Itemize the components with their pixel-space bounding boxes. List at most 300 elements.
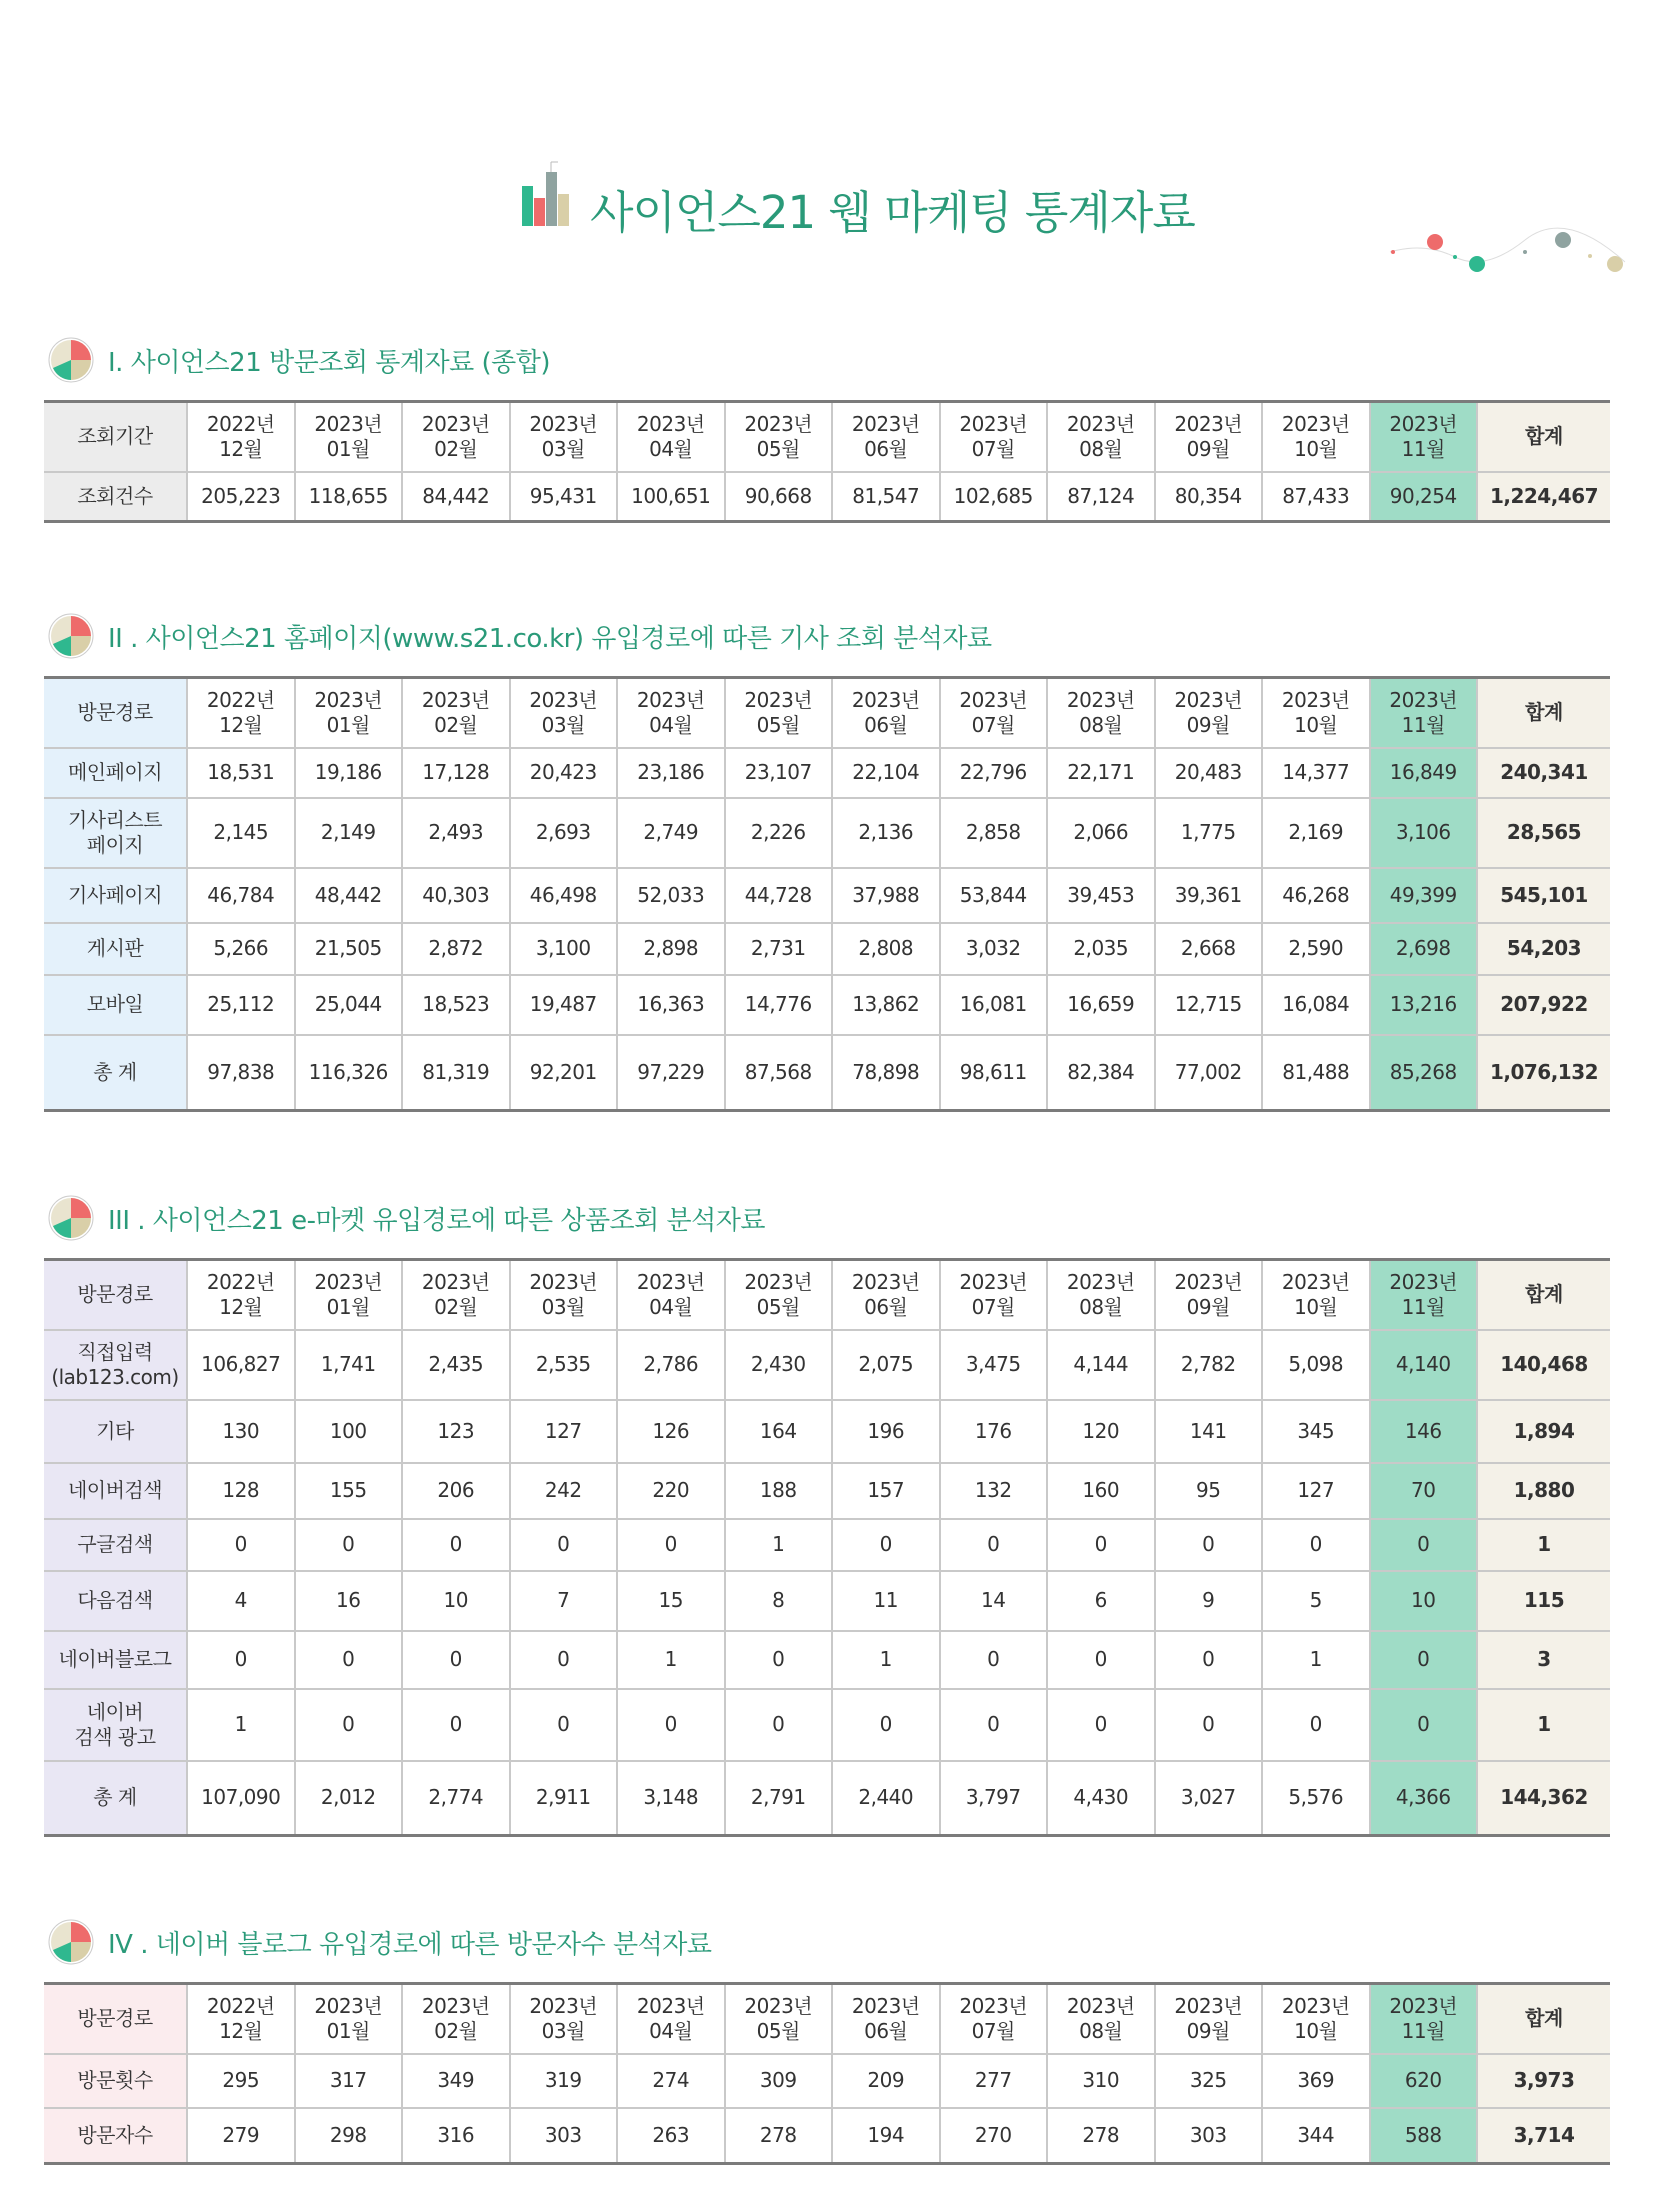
row-total: 144,362 <box>1477 1761 1610 1836</box>
table-cell: 2,226 <box>725 798 833 868</box>
table-cell: 16,659 <box>1047 975 1155 1035</box>
month-header-month: 09월 <box>1186 2018 1230 2043</box>
table-cell: 100,651 <box>617 472 725 522</box>
month-header-month: 12월 <box>219 2018 263 2043</box>
row-label: 게시판 <box>44 923 187 975</box>
row-total: 1,224,467 <box>1477 472 1610 522</box>
table-cell: 2,786 <box>617 1330 725 1400</box>
table-cell: 0 <box>402 1519 510 1571</box>
table-cell: 23,107 <box>725 748 833 798</box>
month-header-year: 2023년 <box>851 1993 920 2018</box>
row-total: 1 <box>1477 1519 1610 1571</box>
timeline-decoration-icon <box>1385 212 1630 282</box>
month-header <box>617 402 725 472</box>
month-header-month: 03월 <box>541 436 585 461</box>
table-cell: 298 <box>295 2108 403 2164</box>
table-cell: 316 <box>402 2108 510 2164</box>
table-cell: 325 <box>1155 2054 1263 2108</box>
table-cell: 2,066 <box>1047 798 1155 868</box>
table-cell: 141 <box>1155 1400 1263 1463</box>
table-cell: 14 <box>940 1571 1048 1631</box>
total-header: 합계 <box>1477 1260 1610 1330</box>
month-header-month: 08월 <box>1079 2018 1123 2043</box>
table-cell: 132 <box>940 1463 1048 1519</box>
table-cell: 2,149 <box>295 798 403 868</box>
table-cell: 176 <box>940 1400 1048 1463</box>
table-cell: 164 <box>725 1400 833 1463</box>
table-cell: 0 <box>295 1689 403 1761</box>
row-label: 네이버블로그 <box>44 1631 187 1689</box>
table-cell: 90,668 <box>725 472 833 522</box>
table-cell: 303 <box>1155 2108 1263 2164</box>
month-header-month: 04월 <box>649 2018 693 2043</box>
month-header <box>617 1984 725 2054</box>
table-cell: 0 <box>295 1519 403 1571</box>
table-cell: 220 <box>617 1463 725 1519</box>
table-cell: 20,483 <box>1155 748 1263 798</box>
table-cell: 3,475 <box>940 1330 1048 1400</box>
month-header-month: 10월 <box>1294 712 1338 737</box>
table-cell: 4,144 <box>1047 1330 1155 1400</box>
month-header-month: 06월 <box>864 1294 908 1319</box>
table-cell: 4 <box>187 1571 295 1631</box>
table-cell: 0 <box>1262 1689 1370 1761</box>
table-cell: 46,498 <box>510 868 618 923</box>
month-header-year: 2023년 <box>314 1993 383 2018</box>
table-row <box>44 748 1610 798</box>
table-cell: 0 <box>295 1631 403 1689</box>
table-cell: 39,361 <box>1155 868 1263 923</box>
month-header-month: 12월 <box>219 436 263 461</box>
table-cell: 23,186 <box>617 748 725 798</box>
month-header-month: 08월 <box>1079 1294 1123 1319</box>
table-cell: 620 <box>1370 2054 1478 2108</box>
table-cell: 5,576 <box>1262 1761 1370 1836</box>
month-header-month: 05월 <box>756 436 800 461</box>
row-label: 조회건수 <box>44 472 187 522</box>
table-cell: 3,106 <box>1370 798 1478 868</box>
table-cell: 8 <box>725 1571 833 1631</box>
month-header-year: 2023년 <box>851 687 920 712</box>
table-cell: 2,169 <box>1262 798 1370 868</box>
month-header-month: 01월 <box>326 436 370 461</box>
month-header <box>402 402 510 472</box>
month-header <box>510 402 618 472</box>
month-header-year: 2023년 <box>959 687 1028 712</box>
month-header-month: 07월 <box>971 1294 1015 1319</box>
table-row <box>44 2054 1610 2108</box>
month-header-year: 2023년 <box>959 1993 1028 2018</box>
row-total: 115 <box>1477 1571 1610 1631</box>
table-cell: 0 <box>187 1631 295 1689</box>
month-header-month: 01월 <box>326 712 370 737</box>
table-cell: 1,775 <box>1155 798 1263 868</box>
month-header <box>1047 1260 1155 1330</box>
table-cell: 0 <box>1370 1631 1478 1689</box>
table-cell: 2,872 <box>402 923 510 975</box>
month-header-month: 08월 <box>1079 436 1123 461</box>
table-cell: 0 <box>725 1631 833 1689</box>
table-cell: 2,035 <box>1047 923 1155 975</box>
table-cell: 81,319 <box>402 1035 510 1111</box>
table-cell: 0 <box>1370 1689 1478 1761</box>
table-cell: 2,590 <box>1262 923 1370 975</box>
table-row <box>44 1761 1610 1836</box>
table-cell: 25,044 <box>295 975 403 1035</box>
month-header-month: 07월 <box>971 712 1015 737</box>
month-header <box>1370 678 1478 748</box>
table-cell: 14,377 <box>1262 748 1370 798</box>
month-header <box>402 678 510 748</box>
section-title-text: II . 사이언스21 홈페이지(www.s21.co.kr) 유입경로에 따른 기사 조회 분석자료 <box>108 623 992 654</box>
table-cell: 13,216 <box>1370 975 1478 1035</box>
month-header <box>1047 678 1155 748</box>
month-header-year: 2023년 <box>959 411 1028 436</box>
blog-visitors-table <box>44 1982 1610 2165</box>
section-title-text: IV . 네이버 블로그 유입경로에 따른 방문자수 분석자료 <box>108 1929 712 1960</box>
table-cell: 130 <box>187 1400 295 1463</box>
month-header <box>832 678 940 748</box>
table-row <box>44 1463 1610 1519</box>
table-cell: 10 <box>1370 1571 1478 1631</box>
section-3-title <box>48 1194 765 1242</box>
month-header-month: 07월 <box>971 2018 1015 2043</box>
row-total: 3,714 <box>1477 2108 1610 2164</box>
table-cell: 16,081 <box>940 975 1048 1035</box>
table-cell: 127 <box>1262 1463 1370 1519</box>
month-header-year: 2023년 <box>529 687 598 712</box>
month-header-month: 03월 <box>541 712 585 737</box>
month-header-month: 11월 <box>1401 712 1445 737</box>
table-cell: 242 <box>510 1463 618 1519</box>
row-total: 28,565 <box>1477 798 1610 868</box>
table-cell: 0 <box>1370 1519 1478 1571</box>
month-header-month: 11월 <box>1401 2018 1445 2043</box>
table-cell: 123 <box>402 1400 510 1463</box>
table-cell: 263 <box>617 2108 725 2164</box>
table-cell: 2,435 <box>402 1330 510 1400</box>
month-header-year: 2023년 <box>1174 411 1243 436</box>
table-cell: 270 <box>940 2108 1048 2164</box>
table-cell: 5,266 <box>187 923 295 975</box>
month-header-month: 06월 <box>864 436 908 461</box>
month-header-year: 2023년 <box>1281 411 1350 436</box>
table-cell: 2,493 <box>402 798 510 868</box>
table-cell: 0 <box>1047 1689 1155 1761</box>
table-row <box>44 868 1610 923</box>
table-cell: 0 <box>1155 1519 1263 1571</box>
table-cell: 20,423 <box>510 748 618 798</box>
table-cell: 349 <box>402 2054 510 2108</box>
month-header-year: 2023년 <box>959 1269 1028 1294</box>
table-cell: 39,453 <box>1047 868 1155 923</box>
table-cell: 4,140 <box>1370 1330 1478 1400</box>
table-cell: 19,186 <box>295 748 403 798</box>
row-total: 1,076,132 <box>1477 1035 1610 1111</box>
table-cell: 274 <box>617 2054 725 2108</box>
table-cell: 16,363 <box>617 975 725 1035</box>
row-total: 1,894 <box>1477 1400 1610 1463</box>
table-cell: 87,433 <box>1262 472 1370 522</box>
month-header <box>187 678 295 748</box>
section-title-text: I. 사이언스21 방문조회 통계자료 (종합) <box>108 347 550 378</box>
bar-chart-icon <box>520 160 576 226</box>
table-cell: 206 <box>402 1463 510 1519</box>
month-header <box>832 1984 940 2054</box>
table-cell: 2,693 <box>510 798 618 868</box>
table-cell: 19,487 <box>510 975 618 1035</box>
month-header-month: 07월 <box>971 436 1015 461</box>
month-header-month: 12월 <box>219 1294 263 1319</box>
month-header-year: 2023년 <box>1066 1269 1135 1294</box>
table-cell: 120 <box>1047 1400 1155 1463</box>
month-header <box>940 1260 1048 1330</box>
table-cell: 13,862 <box>832 975 940 1035</box>
month-header-year: 2023년 <box>636 1269 705 1294</box>
month-header <box>1047 1984 1155 2054</box>
month-header <box>1370 1260 1478 1330</box>
table-cell: 90,254 <box>1370 472 1478 522</box>
row-total: 1,880 <box>1477 1463 1610 1519</box>
month-header-month: 06월 <box>864 2018 908 2043</box>
table-cell: 78,898 <box>832 1035 940 1111</box>
table-cell: 277 <box>940 2054 1048 2108</box>
table-cell: 95,431 <box>510 472 618 522</box>
row-label: 총 계 <box>44 1035 187 1111</box>
table-cell: 4,366 <box>1370 1761 1478 1836</box>
table-cell: 0 <box>1155 1689 1263 1761</box>
table-row <box>44 1571 1610 1631</box>
month-header-year: 2023년 <box>421 1269 490 1294</box>
table-cell: 100 <box>295 1400 403 1463</box>
table-row <box>44 1631 1610 1689</box>
month-header-month: 11월 <box>1401 1294 1445 1319</box>
table-cell: 0 <box>617 1689 725 1761</box>
page-title: 사이언스21 웹 마케팅 통계자료 <box>590 186 1195 239</box>
month-header-year: 2023년 <box>851 411 920 436</box>
table-cell: 188 <box>725 1463 833 1519</box>
table-cell: 2,430 <box>725 1330 833 1400</box>
table-cell: 0 <box>940 1689 1048 1761</box>
month-header-year: 2023년 <box>529 1269 598 1294</box>
table-cell: 22,104 <box>832 748 940 798</box>
month-header <box>1370 1984 1478 2054</box>
month-header <box>187 1260 295 1330</box>
month-header-year: 2023년 <box>529 1993 598 2018</box>
month-header-month: 01월 <box>326 2018 370 2043</box>
pie-chart-icon <box>48 1919 94 1965</box>
month-header <box>1155 678 1263 748</box>
table-cell: 319 <box>510 2054 618 2108</box>
table-cell: 126 <box>617 1400 725 1463</box>
section-4-title <box>48 1918 712 1966</box>
table-cell: 44,728 <box>725 868 833 923</box>
month-header-year: 2023년 <box>1066 687 1135 712</box>
table-cell: 157 <box>832 1463 940 1519</box>
table-cell: 2,808 <box>832 923 940 975</box>
table-cell: 53,844 <box>940 868 1048 923</box>
month-header-month: 08월 <box>1079 712 1123 737</box>
table-cell: 0 <box>1047 1519 1155 1571</box>
total-header: 합계 <box>1477 402 1610 472</box>
month-header <box>295 1260 403 1330</box>
table-cell: 97,838 <box>187 1035 295 1111</box>
table-cell: 3,148 <box>617 1761 725 1836</box>
month-header-month: 04월 <box>649 1294 693 1319</box>
pie-chart-icon <box>48 1195 94 1241</box>
table-cell: 92,201 <box>510 1035 618 1111</box>
table-cell: 1 <box>725 1519 833 1571</box>
table-cell: 303 <box>510 2108 618 2164</box>
row-label: 총 계 <box>44 1761 187 1836</box>
month-header-year: 2023년 <box>1066 1993 1135 2018</box>
table-cell: 9 <box>1155 1571 1263 1631</box>
month-header <box>295 1984 403 2054</box>
table-cell: 11 <box>832 1571 940 1631</box>
table-cell: 6 <box>1047 1571 1155 1631</box>
month-header-year: 2023년 <box>1389 687 1458 712</box>
table-cell: 22,171 <box>1047 748 1155 798</box>
table-cell: 81,488 <box>1262 1035 1370 1111</box>
month-header-month: 10월 <box>1294 1294 1338 1319</box>
month-header-year: 2023년 <box>1389 411 1458 436</box>
table-cell: 194 <box>832 2108 940 2164</box>
row-label: 직접입력 (lab123.com) <box>44 1330 187 1400</box>
month-header-month: 05월 <box>756 2018 800 2043</box>
table-cell: 52,033 <box>617 868 725 923</box>
table-cell: 2,136 <box>832 798 940 868</box>
month-header-year: 2023년 <box>1389 1269 1458 1294</box>
month-header <box>187 402 295 472</box>
month-header <box>725 1984 833 2054</box>
table-cell: 97,229 <box>617 1035 725 1111</box>
table-cell: 0 <box>1047 1631 1155 1689</box>
table-cell: 7 <box>510 1571 618 1631</box>
table-cell: 17,128 <box>402 748 510 798</box>
month-header <box>295 678 403 748</box>
month-header-year: 2023년 <box>529 411 598 436</box>
table-cell: 0 <box>402 1689 510 1761</box>
row-total: 3 <box>1477 1631 1610 1689</box>
month-header-month: 02월 <box>434 1294 478 1319</box>
column-header-label: 방문경로 <box>44 1260 187 1330</box>
month-header-year: 2023년 <box>636 687 705 712</box>
table-cell: 278 <box>725 2108 833 2164</box>
month-header <box>1047 402 1155 472</box>
table-cell: 0 <box>187 1519 295 1571</box>
table-cell: 2,535 <box>510 1330 618 1400</box>
table-cell: 3,797 <box>940 1761 1048 1836</box>
table-cell: 82,384 <box>1047 1035 1155 1111</box>
month-header-year: 2023년 <box>314 687 383 712</box>
table-cell: 127 <box>510 1400 618 1463</box>
month-header-month: 09월 <box>1186 436 1230 461</box>
month-header-year: 2023년 <box>744 1993 813 2018</box>
table-cell: 369 <box>1262 2054 1370 2108</box>
table-cell: 18,531 <box>187 748 295 798</box>
month-header-month: 09월 <box>1186 712 1230 737</box>
table-cell: 310 <box>1047 2054 1155 2108</box>
month-header <box>1155 402 1263 472</box>
table-cell: 1 <box>187 1689 295 1761</box>
month-header <box>940 1984 1048 2054</box>
month-header-year: 2023년 <box>1174 1993 1243 2018</box>
table-cell: 12,715 <box>1155 975 1263 1035</box>
table-cell: 196 <box>832 1400 940 1463</box>
row-label: 모바일 <box>44 975 187 1035</box>
row-label: 기타 <box>44 1400 187 1463</box>
table-cell: 16 <box>295 1571 403 1631</box>
month-header-year: 2023년 <box>1174 1269 1243 1294</box>
month-header-year: 2023년 <box>851 1269 920 1294</box>
table-cell: 14,776 <box>725 975 833 1035</box>
table-cell: 70 <box>1370 1463 1478 1519</box>
row-total: 3,973 <box>1477 2054 1610 2108</box>
table-cell: 0 <box>1262 1519 1370 1571</box>
row-label: 네이버 검색 광고 <box>44 1689 187 1761</box>
table-cell: 107,090 <box>187 1761 295 1836</box>
table-cell: 2,731 <box>725 923 833 975</box>
month-header-year: 2023년 <box>1281 687 1350 712</box>
month-header-month: 10월 <box>1294 2018 1338 2043</box>
table-cell: 309 <box>725 2054 833 2108</box>
table-cell: 295 <box>187 2054 295 2108</box>
table-cell: 2,749 <box>617 798 725 868</box>
table-cell: 155 <box>295 1463 403 1519</box>
month-header <box>725 1260 833 1330</box>
month-header <box>1155 1984 1263 2054</box>
table-cell: 2,858 <box>940 798 1048 868</box>
row-label: 네이버검색 <box>44 1463 187 1519</box>
month-header <box>1262 1984 1370 2054</box>
month-header-year: 2023년 <box>744 1269 813 1294</box>
table-cell: 106,827 <box>187 1330 295 1400</box>
row-total: 240,341 <box>1477 748 1610 798</box>
table-cell: 49,399 <box>1370 868 1478 923</box>
month-header-year: 2023년 <box>744 687 813 712</box>
month-header-year: 2023년 <box>636 1993 705 2018</box>
month-header-month: 01월 <box>326 1294 370 1319</box>
table-cell: 0 <box>1155 1631 1263 1689</box>
table-cell: 25,112 <box>187 975 295 1035</box>
table-cell: 0 <box>832 1519 940 1571</box>
month-header-month: 09월 <box>1186 1294 1230 1319</box>
table-cell: 205,223 <box>187 472 295 522</box>
month-header-month: 03월 <box>541 2018 585 2043</box>
month-header-month: 02월 <box>434 436 478 461</box>
table-cell: 0 <box>510 1689 618 1761</box>
month-header <box>1262 402 1370 472</box>
column-header-label: 방문경로 <box>44 1984 187 2054</box>
table-cell: 22,796 <box>940 748 1048 798</box>
month-header-year: 2023년 <box>1174 687 1243 712</box>
row-label: 방문자수 <box>44 2108 187 2164</box>
month-header <box>510 1260 618 1330</box>
month-header <box>832 402 940 472</box>
month-header <box>1262 1260 1370 1330</box>
table-row <box>44 975 1610 1035</box>
month-header-month: 12월 <box>219 712 263 737</box>
month-header-month: 04월 <box>649 712 693 737</box>
table-row <box>44 1400 1610 1463</box>
month-header-year: 2022년 <box>206 1269 275 1294</box>
table-cell: 0 <box>725 1689 833 1761</box>
row-total: 54,203 <box>1477 923 1610 975</box>
month-header <box>295 402 403 472</box>
table-cell: 81,547 <box>832 472 940 522</box>
month-header-year: 2023년 <box>1281 1993 1350 2018</box>
month-header-month: 05월 <box>756 712 800 737</box>
